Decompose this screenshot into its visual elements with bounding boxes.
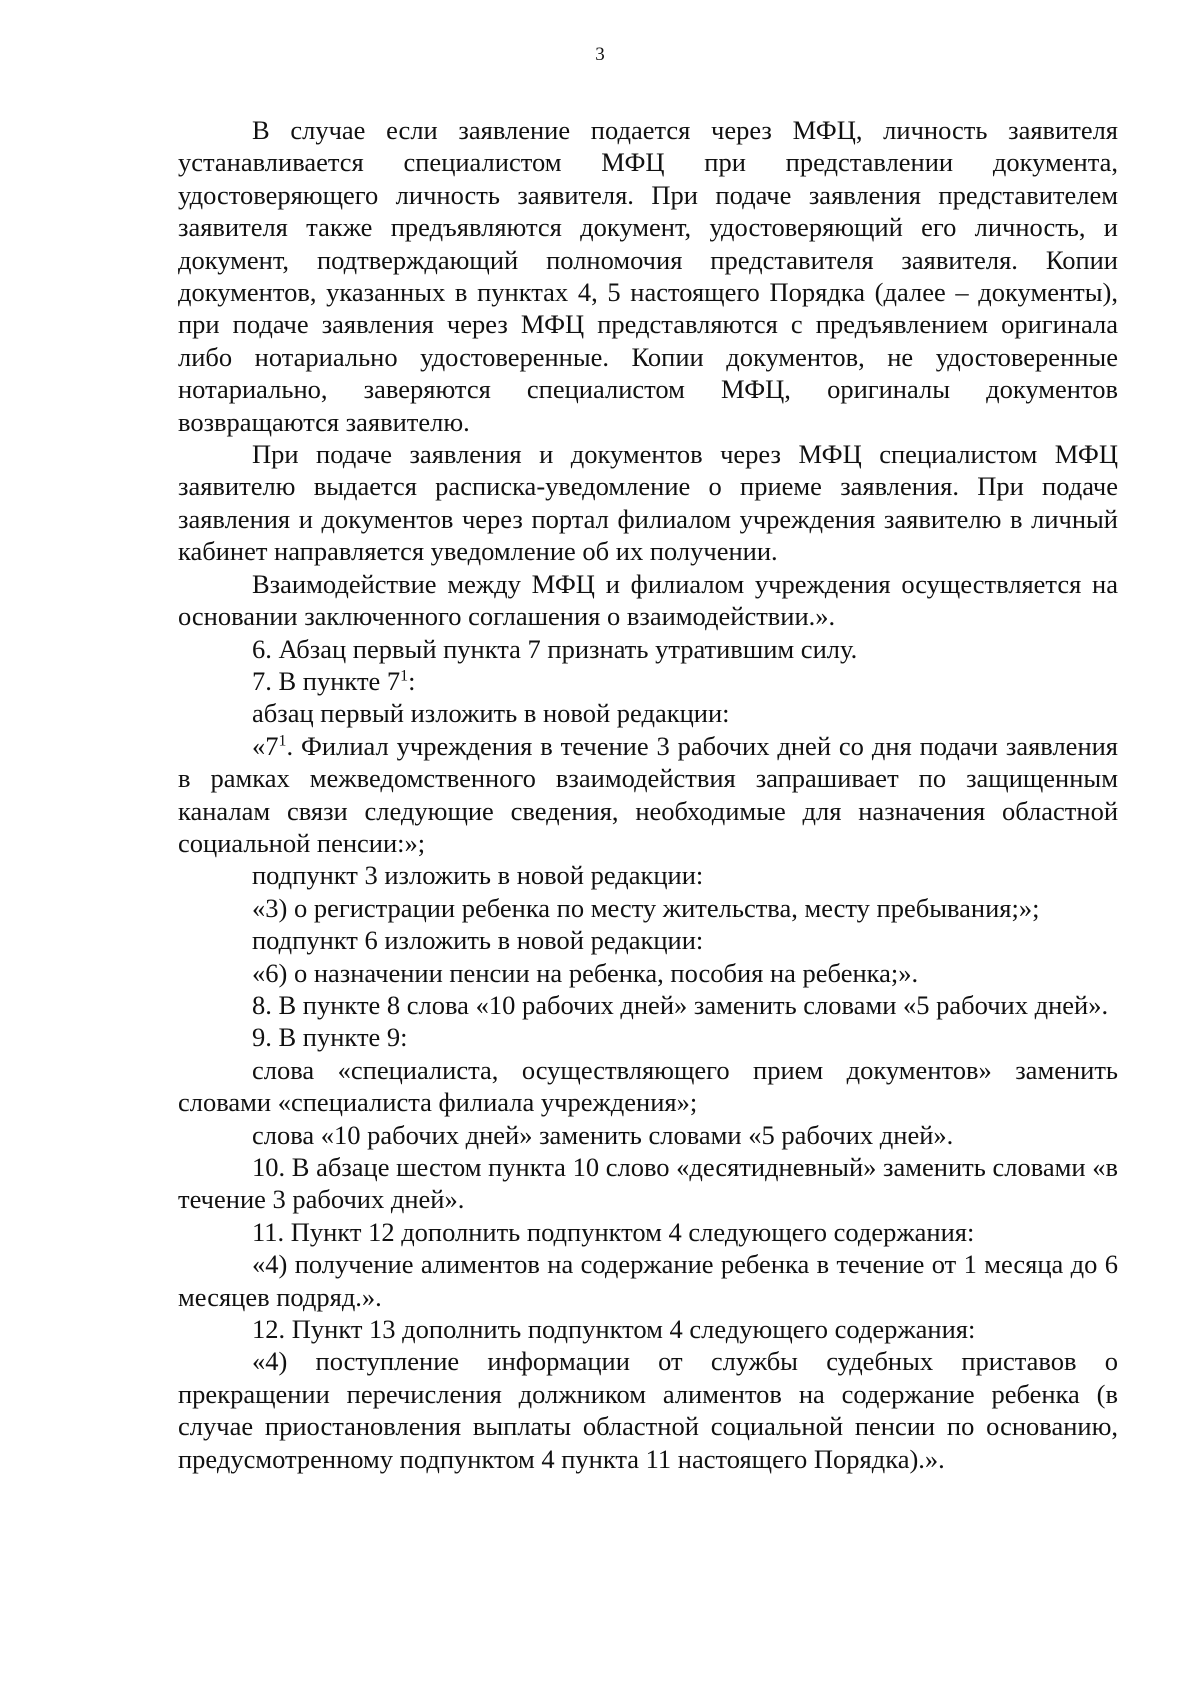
paragraph-subitem-3-text: «3) о регистрации ребенка по месту жительства, месту пребывания;»; [252, 892, 1040, 923]
paragraph-interaction-agreement: Взаимодействие между МФЦ и филиалом учреждения осуществляется на основании заключенного соглашения о взаимодействии.». [178, 568, 1118, 632]
paragraph-item-12: 12. Пункт 13 дополнить подпунктом 4 следующего содержания: [252, 1314, 976, 1345]
paragraph-item-11: 11. Пункт 12 дополнить подпунктом 4 следующего содержания: [252, 1216, 975, 1247]
paragraph-item-9: 9. В пункте 9: [252, 1022, 408, 1053]
paragraph-item-7-1-quote [178, 730, 1118, 860]
item-7-1-superscript: 1 [278, 732, 287, 750]
paragraph-item-12-text: «4) поступление информации от службы судебных приставов о прекращении перечисления должником алиментов на содержание ребенка (в случае приостановления выплаты областной социальной пенсии по основанию, предусмотренному подпунктом 4 пункта 11 настоящего Порядка).». [178, 1346, 1118, 1474]
paragraph-receipt-notice: При подаче заявления и документов через МФЦ специалистом МФЦ заявителю выдается расписка-уведомление о приеме заявления. При подаче заявления и документов через портал филиалом учреждения заявителю в личный кабинет направляется уведомление об их получении. [178, 439, 1118, 567]
paragraph-item-9-words-1: слова «специалиста, осуществляющего прием документов» заменить словами «специалиста филиала учреждения»; [178, 1054, 1118, 1118]
paragraph-subitem-6-intro: подпункт 6 изложить в новой редакции: [252, 925, 704, 956]
item-7-superscript: 1 [400, 667, 409, 685]
paragraph-item-7 [178, 665, 1118, 697]
paragraph-mfc-identity: В случае если заявление подается через МФЦ, личность заявителя устанавливается специалистом МФЦ при представлении документа, удостоверяющего личность заявителя. При подаче заявления представителем заявителя также предъявляются документ, удостоверяющий его личность, и документ, подтверждающий полномочия представителя заявителя. Копии документов, указанных в пунктах 4, 5 настоящего Порядка (далее – документы), при подаче заявления через МФЦ представляются с предъявлением оригинала либо нотариально удостоверенные. Копии документов, не удостоверенные нотариально, заверяются специалистом МФЦ, оригиналы документов возвращаются заявителю. [178, 115, 1118, 437]
paragraph-item-9-words-2: слова «10 рабочих дней» заменить словами «5 рабочих дней». [252, 1119, 954, 1150]
paragraph-subitem-6-text: «6) о назначении пенсии на ребенка, пособия на ребенка;». [252, 957, 919, 988]
page-number: 3 [595, 44, 605, 65]
paragraph-subitem-3-intro: подпункт 3 изложить в новой редакции: [252, 860, 704, 891]
item-7-1-open: «7 [252, 730, 279, 761]
paragraph-item-11-text: «4) получение алиментов на содержание ребенка в течение от 1 месяца до 6 месяцев подряд.». [178, 1249, 1118, 1312]
item-7-1-text: . Филиал учреждения в течение 3 рабочих дней со дня подачи заявления в рамках межведомственного взаимодействия запрашивает по защищенным каналам связи следующие сведения, необходимые для назначения областной социальной пенсии:»; [178, 730, 1118, 858]
paragraph-item-8: 8. В пункте 8 слова «10 рабочих дней» заменить словами «5 рабочих дней». [252, 989, 1109, 1020]
item-7-colon: : [408, 665, 416, 696]
paragraph-item-10: 10. В абзаце шестом пункта 10 слово «десятидневный» заменить словами «в течение 3 рабочих дней». [178, 1152, 1118, 1215]
item-7-text: 7. В пункте 7 [252, 665, 401, 696]
paragraph-item-6: 6. Абзац первый пункта 7 признать утратившим силу. [252, 633, 858, 664]
paragraph-first-abzac-new: абзац первый изложить в новой редакции: [252, 698, 730, 729]
document-body [178, 114, 1118, 1475]
